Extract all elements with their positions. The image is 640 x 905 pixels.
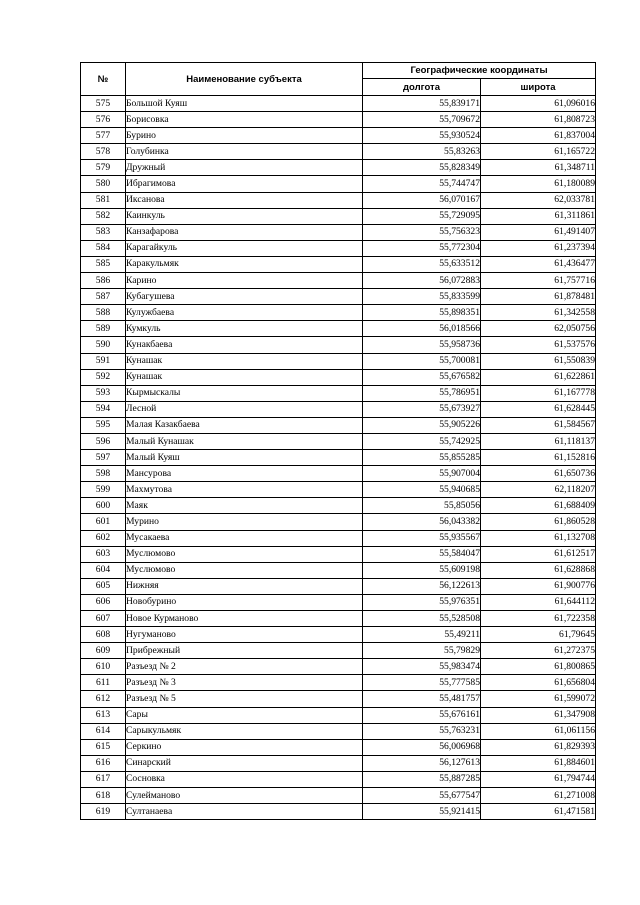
row-subject-name: Разъезд № 5 (126, 691, 363, 707)
row-subject-name: Муслюмово (126, 562, 363, 578)
table-row (81, 256, 596, 272)
row-longitude: 55,79829 (363, 643, 481, 659)
row-latitude: 61,152816 (481, 450, 596, 466)
row-longitude: 55,855285 (363, 450, 481, 466)
table-row (81, 723, 596, 739)
table-row (81, 530, 596, 546)
table-row (81, 546, 596, 562)
row-subject-name: Карино (126, 273, 363, 289)
table-row (81, 305, 596, 321)
row-latitude: 61,650736 (481, 466, 596, 482)
row-subject-name: Разъезд № 2 (126, 659, 363, 675)
row-number: 601 (81, 514, 126, 530)
row-latitude: 61,688409 (481, 498, 596, 514)
table-row (81, 578, 596, 594)
row-latitude: 61,237394 (481, 240, 596, 256)
row-latitude: 62,118207 (481, 482, 596, 498)
table-row (81, 417, 596, 433)
row-subject-name: Ибрагимова (126, 176, 363, 192)
row-subject-name: Махмутова (126, 482, 363, 498)
row-number: 611 (81, 675, 126, 691)
row-latitude: 61,79645 (481, 627, 596, 643)
row-longitude: 55,898351 (363, 305, 481, 321)
row-longitude: 55,481757 (363, 691, 481, 707)
row-subject-name: Разъезд № 3 (126, 675, 363, 691)
row-longitude: 55,958736 (363, 337, 481, 353)
row-subject-name: Серкино (126, 739, 363, 755)
row-number: 596 (81, 433, 126, 449)
row-longitude: 55,729095 (363, 208, 481, 224)
row-latitude: 61,272375 (481, 643, 596, 659)
row-longitude: 55,633512 (363, 256, 481, 272)
row-subject-name: Лесной (126, 401, 363, 417)
row-number: 592 (81, 369, 126, 385)
row-number: 597 (81, 450, 126, 466)
row-longitude: 55,709672 (363, 112, 481, 128)
row-subject-name: Мансурова (126, 466, 363, 482)
table-row (81, 804, 596, 820)
row-number: 603 (81, 546, 126, 562)
row-latitude: 61,471581 (481, 804, 596, 820)
row-longitude: 55,786951 (363, 385, 481, 401)
row-longitude: 55,676582 (363, 369, 481, 385)
row-number: 575 (81, 96, 126, 112)
row-number: 606 (81, 594, 126, 610)
table-row (81, 289, 596, 305)
table-row (81, 739, 596, 755)
row-latitude: 61,628868 (481, 562, 596, 578)
row-number: 587 (81, 289, 126, 305)
row-number: 589 (81, 321, 126, 337)
row-number: 602 (81, 530, 126, 546)
row-subject-name: Кумкуль (126, 321, 363, 337)
row-subject-name: Синарский (126, 755, 363, 771)
table-row (81, 433, 596, 449)
row-latitude: 61,599072 (481, 691, 596, 707)
row-latitude: 61,757716 (481, 273, 596, 289)
row-longitude: 55,839171 (363, 96, 481, 112)
table-row (81, 788, 596, 804)
row-subject-name: Иксанова (126, 192, 363, 208)
row-latitude: 61,491407 (481, 224, 596, 240)
row-number: 584 (81, 240, 126, 256)
table-body (81, 96, 596, 820)
row-number: 583 (81, 224, 126, 240)
row-longitude: 55,83263 (363, 144, 481, 160)
table-row (81, 611, 596, 627)
row-latitude: 61,180089 (481, 176, 596, 192)
table-row (81, 160, 596, 176)
row-longitude: 55,772304 (363, 240, 481, 256)
row-number: 617 (81, 771, 126, 787)
row-latitude: 61,165722 (481, 144, 596, 160)
row-subject-name: Дружный (126, 160, 363, 176)
table-row (81, 353, 596, 369)
row-latitude: 61,884601 (481, 755, 596, 771)
row-latitude: 61,347908 (481, 707, 596, 723)
row-longitude: 55,930524 (363, 128, 481, 144)
row-longitude: 55,584047 (363, 546, 481, 562)
row-longitude: 56,043382 (363, 514, 481, 530)
table-row (81, 594, 596, 610)
row-subject-name: Сулейманово (126, 788, 363, 804)
row-latitude: 61,656804 (481, 675, 596, 691)
row-number: 581 (81, 192, 126, 208)
row-subject-name: Карагайкуль (126, 240, 363, 256)
row-number: 590 (81, 337, 126, 353)
row-number: 613 (81, 707, 126, 723)
row-number: 612 (81, 691, 126, 707)
row-longitude: 55,744747 (363, 176, 481, 192)
row-number: 580 (81, 176, 126, 192)
table-row (81, 128, 596, 144)
row-longitude: 56,018566 (363, 321, 481, 337)
row-subject-name: Мусакаева (126, 530, 363, 546)
row-number: 586 (81, 273, 126, 289)
row-latitude: 61,271008 (481, 788, 596, 804)
row-longitude: 55,921415 (363, 804, 481, 820)
row-number: 619 (81, 804, 126, 820)
row-longitude: 55,940685 (363, 482, 481, 498)
table-row (81, 385, 596, 401)
table-row (81, 208, 596, 224)
row-longitude: 55,609198 (363, 562, 481, 578)
row-latitude: 61,311861 (481, 208, 596, 224)
row-longitude: 55,983474 (363, 659, 481, 675)
row-subject-name: Маяк (126, 498, 363, 514)
table-row (81, 401, 596, 417)
row-number: 600 (81, 498, 126, 514)
table-row (81, 144, 596, 160)
table-row (81, 337, 596, 353)
row-longitude: 56,072883 (363, 273, 481, 289)
table-row (81, 273, 596, 289)
row-latitude: 61,644112 (481, 594, 596, 610)
table-row (81, 224, 596, 240)
row-latitude: 61,722358 (481, 611, 596, 627)
table-row (81, 514, 596, 530)
row-subject-name: Новое Курманово (126, 611, 363, 627)
row-number: 610 (81, 659, 126, 675)
table-row (81, 192, 596, 208)
table-row (81, 369, 596, 385)
row-latitude: 61,118137 (481, 433, 596, 449)
row-latitude: 61,860528 (481, 514, 596, 530)
table-row (81, 466, 596, 482)
row-subject-name: Малый Куяш (126, 450, 363, 466)
row-subject-name: Кунакбаева (126, 337, 363, 353)
row-subject-name: Сосновка (126, 771, 363, 787)
row-latitude: 61,837004 (481, 128, 596, 144)
row-subject-name: Голубинка (126, 144, 363, 160)
row-number: 577 (81, 128, 126, 144)
row-latitude: 61,612517 (481, 546, 596, 562)
row-latitude: 61,878481 (481, 289, 596, 305)
row-longitude: 55,907004 (363, 466, 481, 482)
row-latitude: 61,342558 (481, 305, 596, 321)
row-subject-name: Нугуманово (126, 627, 363, 643)
table-row (81, 707, 596, 723)
row-subject-name: Султанаева (126, 804, 363, 820)
table-row (81, 240, 596, 256)
row-number: 618 (81, 788, 126, 804)
row-number: 593 (81, 385, 126, 401)
row-longitude: 55,85056 (363, 498, 481, 514)
table-row (81, 643, 596, 659)
table-row (81, 675, 596, 691)
row-subject-name: Сары (126, 707, 363, 723)
table-row (81, 482, 596, 498)
table-row (81, 562, 596, 578)
header-longitude: долгота (363, 79, 481, 96)
row-latitude: 61,167778 (481, 385, 596, 401)
row-number: 595 (81, 417, 126, 433)
row-number: 616 (81, 755, 126, 771)
row-subject-name: Кунашак (126, 369, 363, 385)
row-number: 607 (81, 611, 126, 627)
header-subject-name: Наименование субъекта (126, 63, 363, 96)
table-header (81, 63, 596, 96)
row-number: 609 (81, 643, 126, 659)
row-number: 588 (81, 305, 126, 321)
row-longitude: 55,905226 (363, 417, 481, 433)
row-subject-name: Малый Кунашак (126, 433, 363, 449)
row-latitude: 61,628445 (481, 401, 596, 417)
row-subject-name: Большой Куяш (126, 96, 363, 112)
table-row (81, 176, 596, 192)
table-row (81, 96, 596, 112)
row-longitude: 55,677547 (363, 788, 481, 804)
row-longitude: 55,833599 (363, 289, 481, 305)
row-number: 578 (81, 144, 126, 160)
row-longitude: 55,49211 (363, 627, 481, 643)
table-row (81, 112, 596, 128)
row-subject-name: Сарыкульмяк (126, 723, 363, 739)
row-latitude: 61,622861 (481, 369, 596, 385)
row-subject-name: Канзафарова (126, 224, 363, 240)
table-row (81, 321, 596, 337)
row-longitude: 55,742925 (363, 433, 481, 449)
row-number: 599 (81, 482, 126, 498)
table-row (81, 659, 596, 675)
row-longitude: 55,763231 (363, 723, 481, 739)
row-longitude: 56,070167 (363, 192, 481, 208)
row-number: 598 (81, 466, 126, 482)
row-latitude: 61,132708 (481, 530, 596, 546)
row-longitude: 55,777585 (363, 675, 481, 691)
table-row (81, 450, 596, 466)
row-latitude: 61,537576 (481, 337, 596, 353)
row-latitude: 61,348711 (481, 160, 596, 176)
row-subject-name: Кубагушева (126, 289, 363, 305)
row-longitude: 56,122613 (363, 578, 481, 594)
row-subject-name: Мурино (126, 514, 363, 530)
row-longitude: 55,673927 (363, 401, 481, 417)
header-geographic-coordinates: Географические координаты (363, 63, 596, 79)
row-number: 615 (81, 739, 126, 755)
row-subject-name: Кунашак (126, 353, 363, 369)
row-number: 576 (81, 112, 126, 128)
row-subject-name: Каинкуль (126, 208, 363, 224)
row-subject-name: Муслюмово (126, 546, 363, 562)
row-latitude: 61,900776 (481, 578, 596, 594)
row-subject-name: Новобурино (126, 594, 363, 610)
row-number: 614 (81, 723, 126, 739)
row-longitude: 55,828349 (363, 160, 481, 176)
row-latitude: 61,436477 (481, 256, 596, 272)
row-longitude: 55,976351 (363, 594, 481, 610)
row-subject-name: Прибрежный (126, 643, 363, 659)
row-subject-name: Кырмыскалы (126, 385, 363, 401)
row-latitude: 61,808723 (481, 112, 596, 128)
row-longitude: 55,887285 (363, 771, 481, 787)
row-longitude: 55,700081 (363, 353, 481, 369)
row-number: 585 (81, 256, 126, 272)
row-longitude: 55,528508 (363, 611, 481, 627)
row-number: 594 (81, 401, 126, 417)
row-longitude: 56,006968 (363, 739, 481, 755)
row-subject-name: Малая Казакбаева (126, 417, 363, 433)
coordinates-table (80, 62, 596, 820)
table-row (81, 755, 596, 771)
row-subject-name: Каракульмяк (126, 256, 363, 272)
row-longitude: 55,756323 (363, 224, 481, 240)
row-longitude: 55,676161 (363, 707, 481, 723)
table-row (81, 691, 596, 707)
row-subject-name: Бурино (126, 128, 363, 144)
row-subject-name: Кулужбаева (126, 305, 363, 321)
row-number: 605 (81, 578, 126, 594)
row-longitude: 56,127613 (363, 755, 481, 771)
row-latitude: 61,829393 (481, 739, 596, 755)
table-row (81, 771, 596, 787)
row-latitude: 61,096016 (481, 96, 596, 112)
row-subject-name: Нижняя (126, 578, 363, 594)
row-latitude: 62,033781 (481, 192, 596, 208)
row-longitude: 55,935567 (363, 530, 481, 546)
row-latitude: 61,584567 (481, 417, 596, 433)
row-latitude: 61,061156 (481, 723, 596, 739)
row-number: 604 (81, 562, 126, 578)
row-number: 582 (81, 208, 126, 224)
row-number: 608 (81, 627, 126, 643)
row-subject-name: Борисовка (126, 112, 363, 128)
row-latitude: 61,550839 (481, 353, 596, 369)
table-row (81, 627, 596, 643)
row-number: 579 (81, 160, 126, 176)
row-number: 591 (81, 353, 126, 369)
header-latitude: широта (481, 79, 596, 96)
row-latitude: 61,794744 (481, 771, 596, 787)
row-latitude: 61,800865 (481, 659, 596, 675)
table-row (81, 498, 596, 514)
header-number: № (81, 63, 126, 96)
row-latitude: 62,050756 (481, 321, 596, 337)
